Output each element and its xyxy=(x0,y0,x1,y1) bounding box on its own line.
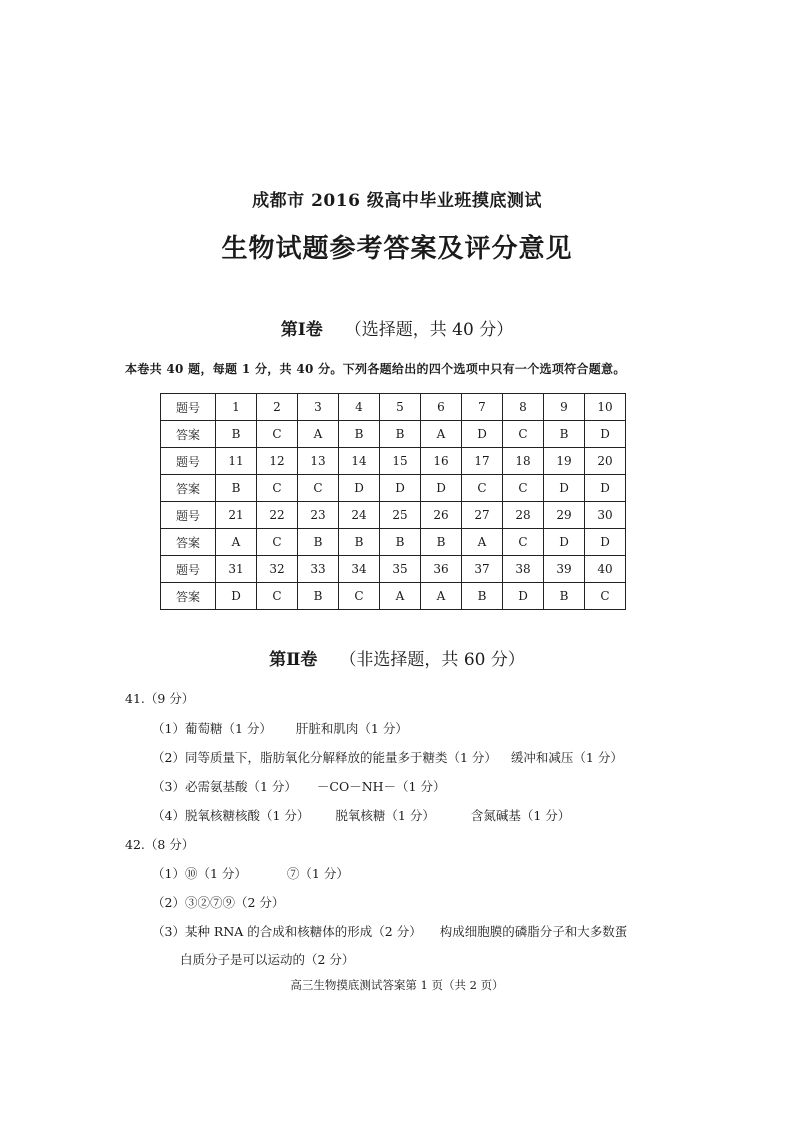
part2-heading xyxy=(0,645,794,670)
q42-1a: （1）⑩（1 分） xyxy=(152,866,247,881)
answer-table-row-label: 答案 xyxy=(161,421,216,448)
answer-table-cell: 25 xyxy=(380,502,421,529)
answer-table-cell: C xyxy=(257,421,298,448)
answer-table-cell: 3 xyxy=(298,394,339,421)
exam-subtitle: 成都市 2016 级高中毕业班摸底测试 xyxy=(252,191,542,211)
answer-table-row-label: 答案 xyxy=(161,475,216,502)
answer-table-cell: C xyxy=(503,475,544,502)
q42-answer-3 xyxy=(152,922,627,940)
answer-table-cell: 11 xyxy=(216,448,257,475)
answer-table-cell: 2 xyxy=(257,394,298,421)
answer-table-row-label: 答案 xyxy=(161,529,216,556)
answer-table-cell: 34 xyxy=(339,556,380,583)
q42-3b: 构成细胞膜的磷脂分子和大多数蛋 xyxy=(439,924,628,939)
q41-3b: －CO－NH－（1 分） xyxy=(316,779,446,794)
answer-table-cell: 16 xyxy=(421,448,462,475)
answer-table-cell: 36 xyxy=(421,556,462,583)
answer-table-cell: 22 xyxy=(257,502,298,529)
answer-table-cell: B xyxy=(380,421,421,448)
answer-table-cell: C xyxy=(257,583,298,610)
answer-table-cell: 27 xyxy=(462,502,503,529)
answer-table-cell: 28 xyxy=(503,502,544,529)
answer-table-cell: 6 xyxy=(421,394,462,421)
answer-table-row-label: 题号 xyxy=(161,448,216,475)
answer-table-cell: D xyxy=(216,583,257,610)
answer-table-cell: C xyxy=(339,583,380,610)
answer-table-cell: 29 xyxy=(544,502,585,529)
answer-table-row-label: 题号 xyxy=(161,394,216,421)
part2-juan: 第Ⅱ卷 xyxy=(269,650,318,670)
q41-2a: （2）同等质量下，脂肪氧化分解释放的能量多于糖类（1 分） xyxy=(152,750,497,765)
part1-instruction: 本卷共 40 题，每题 1 分，共 40 分。下列各题给出的四个选项中只有一个选项符合题意。 xyxy=(125,362,626,376)
answer-table-cell: 19 xyxy=(544,448,585,475)
page-footer: 高三生物摸底测试答案第 1 页（共 2 页） xyxy=(290,978,504,992)
answer-table-row-label: 题号 xyxy=(161,502,216,529)
answer-table-cell: A xyxy=(216,529,257,556)
answer-table-cell: 37 xyxy=(462,556,503,583)
answer-table-cell: 21 xyxy=(216,502,257,529)
part2-note: （非选择题，共 60 分） xyxy=(339,650,525,670)
answer-table-cell: C xyxy=(257,529,298,556)
answer-table-cell: A xyxy=(421,421,462,448)
q41-1a: （1）葡萄糖（1 分） xyxy=(152,721,272,736)
answer-table-cell: 26 xyxy=(421,502,462,529)
answer-table-cell: B xyxy=(216,421,257,448)
q41-3a: （3）必需氨基酸（1 分） xyxy=(152,779,297,794)
answer-table-cell: B xyxy=(544,583,585,610)
q41-4c: 含氮碱基（1 分） xyxy=(470,808,571,823)
q42-heading: 42.（8 分） xyxy=(125,837,195,852)
answer-table-cell: B xyxy=(380,529,421,556)
q41-4a: （4）脱氧核糖核酸（1 分） xyxy=(152,808,310,823)
answer-table-cell: C xyxy=(298,475,339,502)
answer-table-cell: D xyxy=(544,529,585,556)
answer-table-cell: B xyxy=(462,583,503,610)
q42-3a: （3）某种 RNA 的合成和核糖体的形成（2 分） xyxy=(152,924,422,939)
answer-table-cell: B xyxy=(216,475,257,502)
answer-table-cell: D xyxy=(421,475,462,502)
answer-table-cell: 33 xyxy=(298,556,339,583)
answer-table-cell: 35 xyxy=(380,556,421,583)
answer-table-row xyxy=(161,394,626,421)
answer-table-cell: C xyxy=(462,475,503,502)
answer-table-cell: D xyxy=(339,475,380,502)
page-title: 生物试题参考答案及评分意见 xyxy=(221,234,573,264)
answer-table-cell: 17 xyxy=(462,448,503,475)
answer-table-row xyxy=(161,421,626,448)
answer-table xyxy=(160,393,626,610)
answer-table-cell: 30 xyxy=(585,502,626,529)
answer-table-row-label: 题号 xyxy=(161,556,216,583)
answer-table-row xyxy=(161,475,626,502)
answer-table-row xyxy=(161,583,626,610)
answer-table-cell: 12 xyxy=(257,448,298,475)
answer-table-cell: 40 xyxy=(585,556,626,583)
answer-table-cell: D xyxy=(380,475,421,502)
answer-table-row xyxy=(161,448,626,475)
answer-table-cell: B xyxy=(339,421,380,448)
answer-table-cell: A xyxy=(421,583,462,610)
answer-table-cell: C xyxy=(585,583,626,610)
q42-answer-1 xyxy=(152,864,349,882)
answer-table-cell: A xyxy=(462,529,503,556)
answer-table-cell: A xyxy=(380,583,421,610)
answer-table-cell: D xyxy=(585,529,626,556)
answer-table-cell: D xyxy=(462,421,503,448)
answer-table-row-label: 答案 xyxy=(161,583,216,610)
answer-table-row xyxy=(161,529,626,556)
answer-table-cell: A xyxy=(298,421,339,448)
answer-table-cell: D xyxy=(544,475,585,502)
answer-table-cell: 38 xyxy=(503,556,544,583)
q41-answer-1 xyxy=(152,719,408,737)
answer-table-cell: 9 xyxy=(544,394,585,421)
answer-table-cell: 15 xyxy=(380,448,421,475)
answer-table-cell: D xyxy=(585,475,626,502)
answer-table-cell: D xyxy=(585,421,626,448)
q41-2b: 缓冲和减压（1 分） xyxy=(510,750,623,765)
answer-table-cell: 8 xyxy=(503,394,544,421)
answer-table-cell: 4 xyxy=(339,394,380,421)
answer-table-cell: 32 xyxy=(257,556,298,583)
answer-table-cell: 1 xyxy=(216,394,257,421)
answer-table-cell: 24 xyxy=(339,502,380,529)
answer-table-cell: B xyxy=(298,529,339,556)
answer-table-cell: 31 xyxy=(216,556,257,583)
q42-answer-2: （2）③②⑦⑨（2 分） xyxy=(152,895,285,910)
answer-table-cell: 13 xyxy=(298,448,339,475)
answer-table-cell: B xyxy=(421,529,462,556)
answer-table-cell: D xyxy=(503,583,544,610)
part1-heading xyxy=(0,315,794,340)
answer-table-row xyxy=(161,556,626,583)
answer-table-cell: C xyxy=(503,421,544,448)
answer-table-cell: B xyxy=(544,421,585,448)
answer-table-cell: B xyxy=(339,529,380,556)
q41-4b: 脱氧核糖（1 分） xyxy=(335,808,435,823)
q42-answer-3-cont: 白质分子是可以运动的（2 分） xyxy=(180,952,355,967)
answer-table-cell: B xyxy=(298,583,339,610)
answer-table-row xyxy=(161,502,626,529)
q41-answer-4 xyxy=(152,806,570,824)
answer-table-cell: 7 xyxy=(462,394,503,421)
q41-1b: 肝脏和肌肉（1 分） xyxy=(295,721,408,736)
q41-heading: 41.（9 分） xyxy=(125,691,195,706)
part1-juan: 第Ⅰ卷 xyxy=(280,320,323,340)
answer-table-cell: 39 xyxy=(544,556,585,583)
answer-table-cell: 23 xyxy=(298,502,339,529)
q41-answer-3 xyxy=(152,777,445,795)
answer-table-cell: C xyxy=(503,529,544,556)
answer-table-cell: 14 xyxy=(339,448,380,475)
q42-1b: ⑦（1 分） xyxy=(286,866,349,881)
answer-table-cell: 20 xyxy=(585,448,626,475)
q41-answer-2 xyxy=(152,748,623,766)
answer-table-cell: 18 xyxy=(503,448,544,475)
part1-note: （选择题，共 40 分） xyxy=(344,320,514,340)
answer-table-cell: 5 xyxy=(380,394,421,421)
answer-table-cell: C xyxy=(257,475,298,502)
answer-table-cell: 10 xyxy=(585,394,626,421)
